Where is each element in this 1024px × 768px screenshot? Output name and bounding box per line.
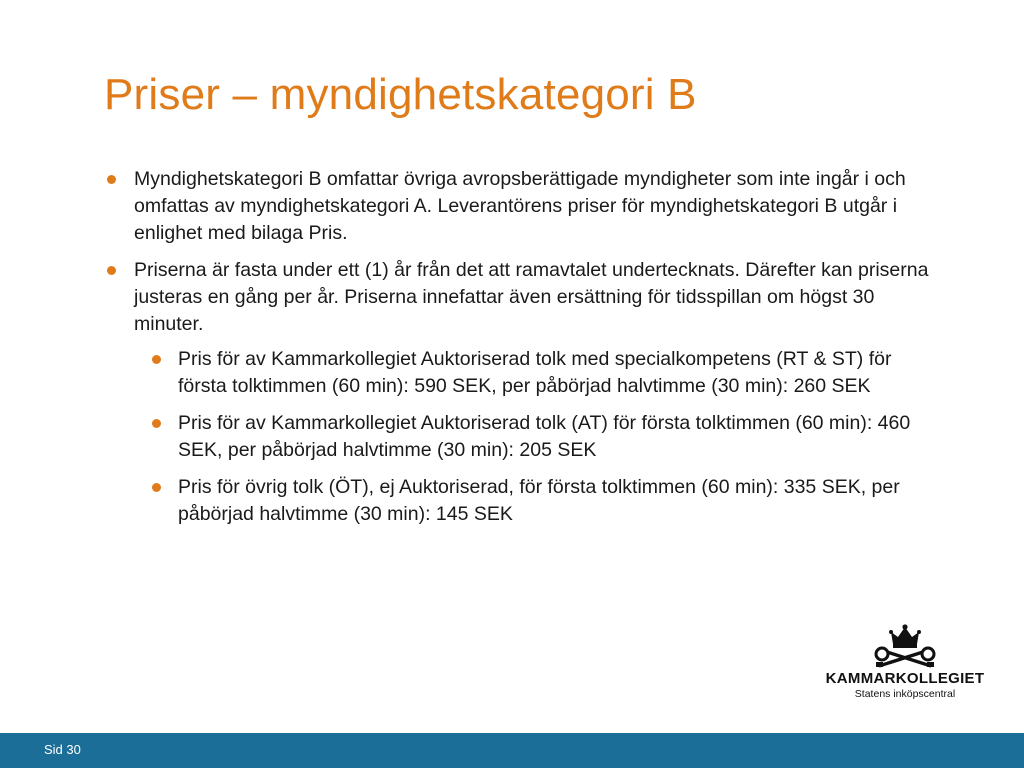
sub-bullet-text: Pris för av Kammarkollegiet Auktoriserad tolk (AT) för första tolktimmen (60 min): 460 SEK, per påbörjad halvtimme (30 min): 205 SEK bbox=[178, 412, 911, 461]
bullet-dot-icon bbox=[107, 175, 116, 184]
logo-subtitle: Statens inköpscentral bbox=[854, 688, 956, 700]
bullet-dot-icon bbox=[152, 355, 161, 364]
bullet-item bbox=[104, 166, 934, 247]
sub-bullet-item bbox=[134, 474, 934, 528]
bullet-dot-icon bbox=[107, 266, 116, 275]
sub-bullet-item bbox=[134, 346, 934, 400]
sub-bullet-text: Pris för övrig tolk (ÖT), ej Auktoriserad, för första tolktimmen (60 min): 335 SEK, per påbörjad halvtimme (30 min): 145 SEK bbox=[178, 476, 900, 525]
bullet-text: Myndighetskategori B omfattar övriga avropsberättigade myndigheter som inte ingår i och omfattas av myndighetskategori A. Leverantörens priser för myndighetskategori B utgår i enlighet med bilaga Pris. bbox=[134, 168, 906, 244]
kammarkollegiet-logo bbox=[820, 622, 990, 706]
bullet-dot-icon bbox=[152, 483, 161, 492]
slide-title: Priser – myndighetskategori B bbox=[104, 70, 697, 119]
bullet-list bbox=[104, 166, 934, 538]
sub-bullet-text: Pris för av Kammarkollegiet Auktoriserad tolk med specialkompetens (RT & ST) för första tolktimmen (60 min): 590 SEK, per påbörjad halvtimme (30 min): 260 SEK bbox=[178, 348, 892, 397]
sub-bullet-list bbox=[134, 346, 934, 528]
footer-bar bbox=[0, 733, 1024, 768]
logo-name: KAMMARKOLLEGIET bbox=[825, 670, 985, 687]
bullet-item bbox=[104, 257, 934, 528]
sub-bullet-item bbox=[134, 410, 934, 464]
crown-keys-icon bbox=[873, 622, 937, 668]
page-number: Sid 30 bbox=[44, 742, 81, 757]
bullet-text: Priserna är fasta under ett (1) år från det att ramavtalet undertecknats. Därefter kan priserna justeras en gång per år. Priserna innefattar även ersättning för tidsspillan om högst 30 minuter. bbox=[134, 259, 929, 335]
bullet-dot-icon bbox=[152, 419, 161, 428]
